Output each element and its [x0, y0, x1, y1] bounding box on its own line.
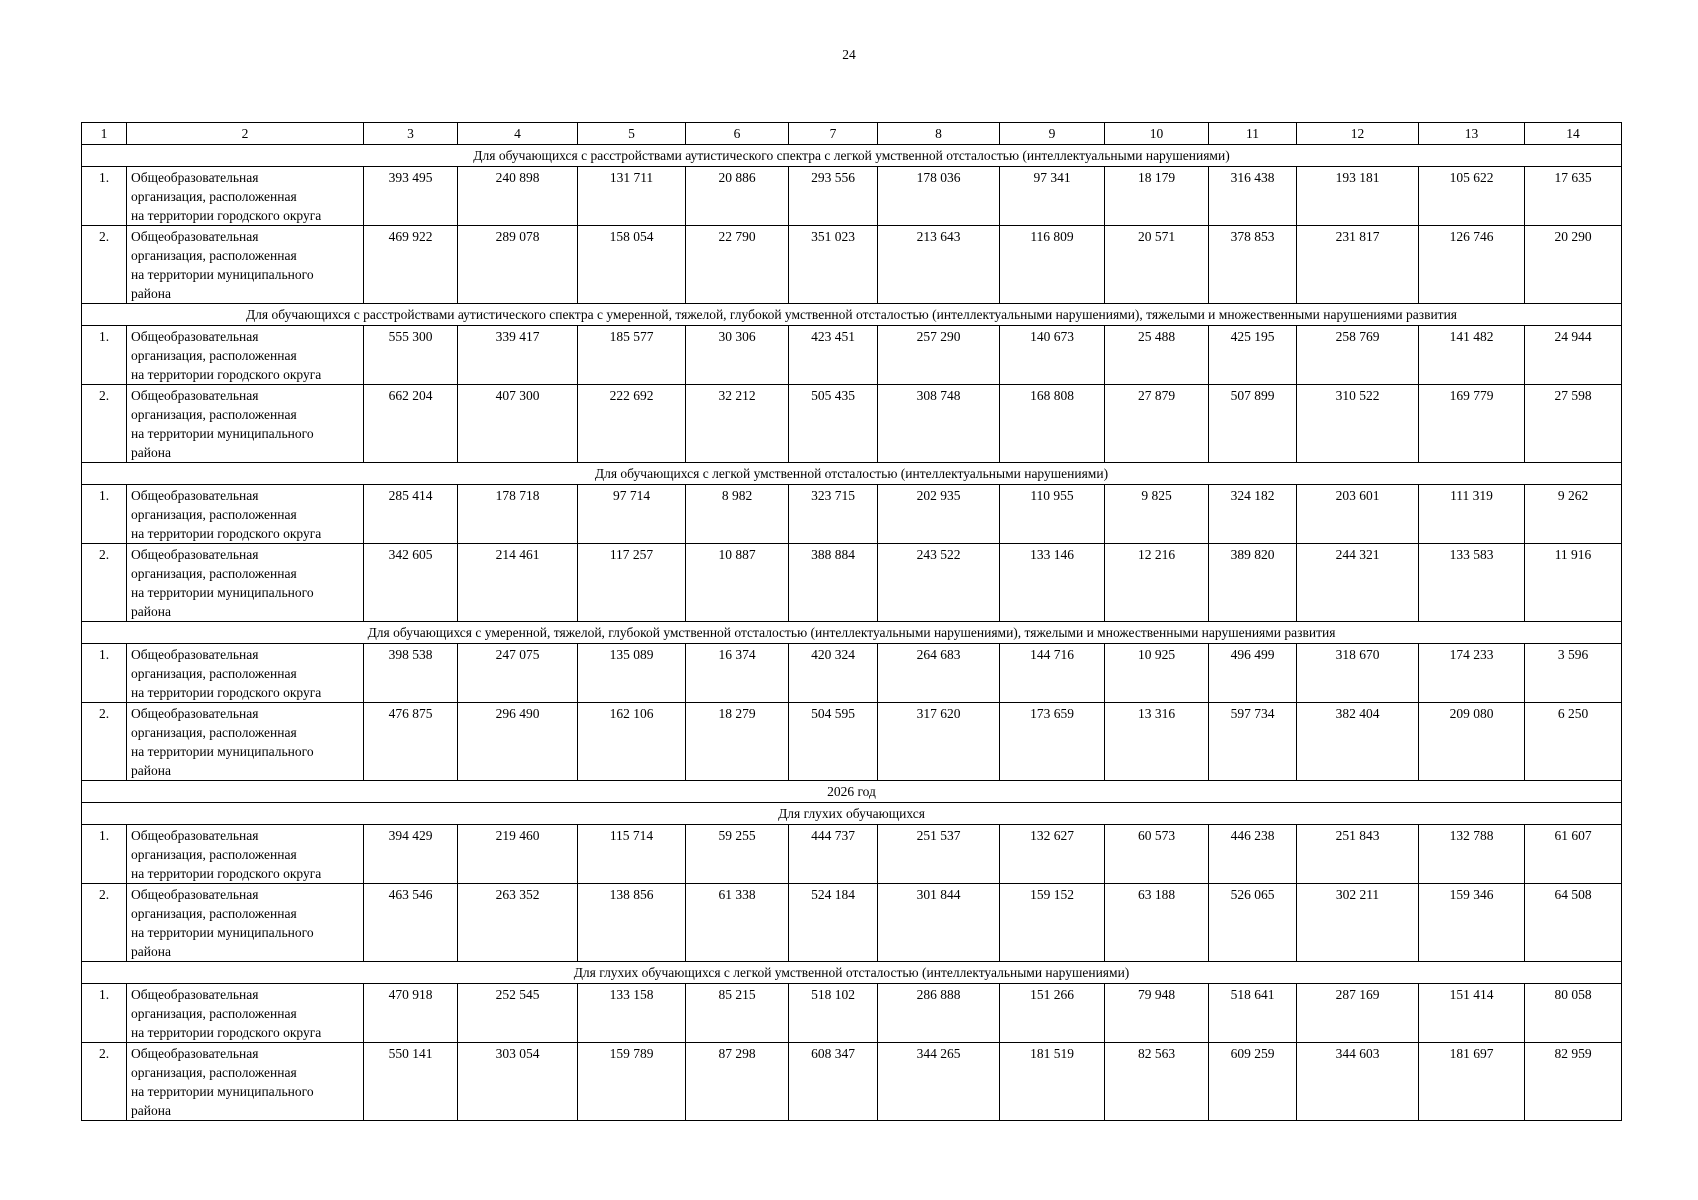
value-cell: 323 715 — [789, 485, 878, 544]
section-header-row — [82, 962, 1622, 984]
value-cell: 463 546 — [364, 884, 458, 962]
value-cell: 116 809 — [1000, 226, 1105, 304]
column-number-cell: 8 — [878, 123, 1000, 145]
organization-name-line: района — [131, 763, 171, 778]
organization-name-line: на территории городского округа — [131, 1025, 322, 1040]
organization-name — [127, 1043, 364, 1121]
value-cell: 213 643 — [878, 226, 1000, 304]
value-cell: 469 922 — [364, 226, 458, 304]
value-cell: 251 843 — [1297, 825, 1419, 884]
value-cell: 193 181 — [1297, 167, 1419, 226]
table-row — [82, 825, 1622, 884]
value-cell: 133 146 — [1000, 544, 1105, 622]
section-title: Для глухих обучающихся с легкой умственной отсталостью (интеллектуальными нарушениями) — [82, 962, 1622, 984]
table-row — [82, 884, 1622, 962]
value-cell: 135 089 — [578, 644, 686, 703]
value-cell: 168 808 — [1000, 385, 1105, 463]
organization-name-line: района — [131, 604, 171, 619]
value-cell: 202 935 — [878, 485, 1000, 544]
value-cell: 173 659 — [1000, 703, 1105, 781]
value-cell: 203 601 — [1297, 485, 1419, 544]
row-index: 2. — [82, 226, 127, 304]
section-header-row — [82, 803, 1622, 825]
organization-name-line: на территории городского округа — [131, 208, 322, 223]
value-cell: 308 748 — [878, 385, 1000, 463]
value-cell: 82 959 — [1525, 1043, 1622, 1121]
value-cell: 22 790 — [686, 226, 789, 304]
organization-name-line: на территории городского округа — [131, 866, 322, 881]
value-cell: 407 300 — [458, 385, 578, 463]
value-cell: 59 255 — [686, 825, 789, 884]
value-cell: 526 065 — [1209, 884, 1297, 962]
table-row — [82, 1043, 1622, 1121]
column-number-cell: 14 — [1525, 123, 1622, 145]
value-cell: 178 718 — [458, 485, 578, 544]
value-cell: 302 211 — [1297, 884, 1419, 962]
value-cell: 222 692 — [578, 385, 686, 463]
organization-name-line: организация, расположенная — [131, 906, 297, 921]
table-row — [82, 226, 1622, 304]
value-cell: 264 683 — [878, 644, 1000, 703]
value-cell: 80 058 — [1525, 984, 1622, 1043]
value-cell: 3 596 — [1525, 644, 1622, 703]
value-cell: 296 490 — [458, 703, 578, 781]
value-cell: 10 887 — [686, 544, 789, 622]
organization-name-line: района — [131, 286, 171, 301]
column-number-row — [82, 123, 1622, 145]
value-cell: 317 620 — [878, 703, 1000, 781]
value-cell: 30 306 — [686, 326, 789, 385]
value-cell: 287 169 — [1297, 984, 1419, 1043]
organization-name-line: Общеобразовательная — [131, 229, 259, 244]
value-cell: 138 856 — [578, 884, 686, 962]
organization-name-line: Общеобразовательная — [131, 987, 259, 1002]
value-cell: 420 324 — [789, 644, 878, 703]
organization-name-line: Общеобразовательная — [131, 329, 259, 344]
organization-name — [127, 385, 364, 463]
value-cell: 162 106 — [578, 703, 686, 781]
row-index: 2. — [82, 884, 127, 962]
section-title: Для обучающихся с легкой умственной отсталостью (интеллектуальными нарушениями) — [82, 463, 1622, 485]
section-title: 2026 год — [82, 781, 1622, 803]
organization-name — [127, 884, 364, 962]
value-cell: 339 417 — [458, 326, 578, 385]
value-cell: 389 820 — [1209, 544, 1297, 622]
organization-name-line: на территории муниципального — [131, 744, 314, 759]
row-index: 1. — [82, 485, 127, 544]
organization-name-line: организация, расположенная — [131, 1065, 297, 1080]
organization-name-line: организация, расположенная — [131, 1006, 297, 1021]
value-cell: 378 853 — [1209, 226, 1297, 304]
organization-name-line: организация, расположенная — [131, 348, 297, 363]
table-row — [82, 703, 1622, 781]
value-cell: 126 746 — [1419, 226, 1525, 304]
value-cell: 342 605 — [364, 544, 458, 622]
value-cell: 87 298 — [686, 1043, 789, 1121]
value-cell: 507 899 — [1209, 385, 1297, 463]
organization-name — [127, 544, 364, 622]
value-cell: 476 875 — [364, 703, 458, 781]
value-cell: 24 944 — [1525, 326, 1622, 385]
value-cell: 151 414 — [1419, 984, 1525, 1043]
row-index: 1. — [82, 644, 127, 703]
value-cell: 344 265 — [878, 1043, 1000, 1121]
value-cell: 61 607 — [1525, 825, 1622, 884]
page-number: 24 — [842, 47, 856, 62]
organization-name — [127, 644, 364, 703]
organization-name — [127, 984, 364, 1043]
organization-name-line: организация, расположенная — [131, 189, 297, 204]
value-cell: 20 290 — [1525, 226, 1622, 304]
column-number-cell: 7 — [789, 123, 878, 145]
value-cell: 174 233 — [1419, 644, 1525, 703]
value-cell: 133 583 — [1419, 544, 1525, 622]
organization-name-line: на территории городского округа — [131, 526, 322, 541]
value-cell: 159 346 — [1419, 884, 1525, 962]
column-number-cell: 2 — [127, 123, 364, 145]
organization-name-line: Общеобразовательная — [131, 706, 259, 721]
column-number-cell: 10 — [1105, 123, 1209, 145]
section-title: Для глухих обучающихся — [82, 803, 1622, 825]
value-cell: 12 216 — [1105, 544, 1209, 622]
section-header-row — [82, 781, 1622, 803]
value-cell: 131 711 — [578, 167, 686, 226]
value-cell: 318 670 — [1297, 644, 1419, 703]
value-cell: 32 212 — [686, 385, 789, 463]
organization-name-line: Общеобразовательная — [131, 170, 259, 185]
value-cell: 159 789 — [578, 1043, 686, 1121]
value-cell: 117 257 — [578, 544, 686, 622]
section-title: Для обучающихся с расстройствами аутистического спектра с умеренной, тяжелой, глубокой умственной отсталостью (интеллектуальными нарушениями), тяжелыми и множественными нарушениями развития — [82, 304, 1622, 326]
table-row — [82, 544, 1622, 622]
value-cell: 17 635 — [1525, 167, 1622, 226]
value-cell: 505 435 — [789, 385, 878, 463]
value-cell: 10 925 — [1105, 644, 1209, 703]
column-number-cell: 4 — [458, 123, 578, 145]
value-cell: 181 519 — [1000, 1043, 1105, 1121]
organization-name-line: Общеобразовательная — [131, 887, 259, 902]
value-cell: 394 429 — [364, 825, 458, 884]
value-cell: 524 184 — [789, 884, 878, 962]
cost-table — [81, 122, 1622, 1121]
organization-name-line: Общеобразовательная — [131, 547, 259, 562]
value-cell: 18 279 — [686, 703, 789, 781]
organization-name-line: организация, расположенная — [131, 566, 297, 581]
value-cell: 151 266 — [1000, 984, 1105, 1043]
value-cell: 608 347 — [789, 1043, 878, 1121]
value-cell: 27 598 — [1525, 385, 1622, 463]
value-cell: 6 250 — [1525, 703, 1622, 781]
column-number-cell: 3 — [364, 123, 458, 145]
value-cell: 97 714 — [578, 485, 686, 544]
value-cell: 555 300 — [364, 326, 458, 385]
row-index: 2. — [82, 1043, 127, 1121]
value-cell: 20 571 — [1105, 226, 1209, 304]
organization-name-line: района — [131, 1103, 171, 1118]
value-cell: 105 622 — [1419, 167, 1525, 226]
section-title: Для обучающихся с умеренной, тяжелой, глубокой умственной отсталостью (интеллектуальными нарушениями), тяжелыми и множественными нарушениями развития — [82, 622, 1622, 644]
value-cell: 251 537 — [878, 825, 1000, 884]
value-cell: 518 102 — [789, 984, 878, 1043]
organization-name — [127, 226, 364, 304]
organization-name-line: Общеобразовательная — [131, 1046, 259, 1061]
section-header-row — [82, 622, 1622, 644]
organization-name — [127, 825, 364, 884]
column-number-cell: 9 — [1000, 123, 1105, 145]
organization-name-line: организация, расположенная — [131, 725, 297, 740]
organization-name-line: Общеобразовательная — [131, 647, 259, 662]
value-cell: 257 290 — [878, 326, 1000, 385]
value-cell: 550 141 — [364, 1043, 458, 1121]
organization-name-line: района — [131, 944, 171, 959]
value-cell: 85 215 — [686, 984, 789, 1043]
section-header-row — [82, 145, 1622, 167]
value-cell: 293 556 — [789, 167, 878, 226]
value-cell: 158 054 — [578, 226, 686, 304]
organization-name-line: на территории муниципального — [131, 585, 314, 600]
value-cell: 423 451 — [789, 326, 878, 385]
value-cell: 16 374 — [686, 644, 789, 703]
value-cell: 518 641 — [1209, 984, 1297, 1043]
section-header-row — [82, 463, 1622, 485]
value-cell: 60 573 — [1105, 825, 1209, 884]
table-row — [82, 167, 1622, 226]
value-cell: 243 522 — [878, 544, 1000, 622]
value-cell: 258 769 — [1297, 326, 1419, 385]
organization-name-line: организация, расположенная — [131, 847, 297, 862]
value-cell: 110 955 — [1000, 485, 1105, 544]
column-number-cell: 12 — [1297, 123, 1419, 145]
organization-name-line: на территории муниципального — [131, 267, 314, 282]
organization-name-line: на территории муниципального — [131, 426, 314, 441]
value-cell: 169 779 — [1419, 385, 1525, 463]
organization-name-line: на территории городского округа — [131, 367, 322, 382]
row-index: 2. — [82, 703, 127, 781]
value-cell: 8 982 — [686, 485, 789, 544]
value-cell: 398 538 — [364, 644, 458, 703]
row-index: 1. — [82, 326, 127, 385]
value-cell: 111 319 — [1419, 485, 1525, 544]
value-cell: 132 788 — [1419, 825, 1525, 884]
value-cell: 247 075 — [458, 644, 578, 703]
value-cell: 344 603 — [1297, 1043, 1419, 1121]
value-cell: 97 341 — [1000, 167, 1105, 226]
table-row — [82, 984, 1622, 1043]
row-index: 2. — [82, 385, 127, 463]
table-row — [82, 326, 1622, 385]
value-cell: 609 259 — [1209, 1043, 1297, 1121]
value-cell: 303 054 — [458, 1043, 578, 1121]
value-cell: 159 152 — [1000, 884, 1105, 962]
section-title: Для обучающихся с расстройствами аутистического спектра с легкой умственной отсталостью (интеллектуальными нарушениями) — [82, 145, 1622, 167]
value-cell: 9 262 — [1525, 485, 1622, 544]
value-cell: 310 522 — [1297, 385, 1419, 463]
value-cell: 132 627 — [1000, 825, 1105, 884]
value-cell: 351 023 — [789, 226, 878, 304]
value-cell: 382 404 — [1297, 703, 1419, 781]
organization-name-line: района — [131, 445, 171, 460]
value-cell: 13 316 — [1105, 703, 1209, 781]
value-cell: 63 188 — [1105, 884, 1209, 962]
value-cell: 115 714 — [578, 825, 686, 884]
value-cell: 496 499 — [1209, 644, 1297, 703]
value-cell: 425 195 — [1209, 326, 1297, 385]
value-cell: 64 508 — [1525, 884, 1622, 962]
value-cell: 446 238 — [1209, 825, 1297, 884]
column-number-cell: 13 — [1419, 123, 1525, 145]
value-cell: 244 321 — [1297, 544, 1419, 622]
value-cell: 79 948 — [1105, 984, 1209, 1043]
row-index: 1. — [82, 825, 127, 884]
value-cell: 9 825 — [1105, 485, 1209, 544]
value-cell: 444 737 — [789, 825, 878, 884]
value-cell: 470 918 — [364, 984, 458, 1043]
value-cell: 301 844 — [878, 884, 1000, 962]
organization-name-line: организация, расположенная — [131, 507, 297, 522]
value-cell: 504 595 — [789, 703, 878, 781]
value-cell: 388 884 — [789, 544, 878, 622]
value-cell: 324 182 — [1209, 485, 1297, 544]
value-cell: 285 414 — [364, 485, 458, 544]
value-cell: 209 080 — [1419, 703, 1525, 781]
organization-name-line: организация, расположенная — [131, 666, 297, 681]
organization-name — [127, 326, 364, 385]
column-number-cell: 5 — [578, 123, 686, 145]
value-cell: 219 460 — [458, 825, 578, 884]
table-row — [82, 485, 1622, 544]
value-cell: 286 888 — [878, 984, 1000, 1043]
organization-name-line: Общеобразовательная — [131, 388, 259, 403]
organization-name-line: Общеобразовательная — [131, 488, 259, 503]
table-row — [82, 644, 1622, 703]
value-cell: 25 488 — [1105, 326, 1209, 385]
row-index: 1. — [82, 984, 127, 1043]
value-cell: 82 563 — [1105, 1043, 1209, 1121]
value-cell: 185 577 — [578, 326, 686, 385]
organization-name-line: организация, расположенная — [131, 407, 297, 422]
organization-name-line: организация, расположенная — [131, 248, 297, 263]
value-cell: 289 078 — [458, 226, 578, 304]
row-index: 1. — [82, 167, 127, 226]
value-cell: 144 716 — [1000, 644, 1105, 703]
organization-name-line: на территории городского округа — [131, 685, 322, 700]
organization-name-line: на территории муниципального — [131, 925, 314, 940]
table-row — [82, 385, 1622, 463]
value-cell: 231 817 — [1297, 226, 1419, 304]
organization-name — [127, 703, 364, 781]
table-body — [82, 123, 1622, 1121]
organization-name-line: Общеобразовательная — [131, 828, 259, 843]
value-cell: 27 879 — [1105, 385, 1209, 463]
value-cell: 141 482 — [1419, 326, 1525, 385]
value-cell: 316 438 — [1209, 167, 1297, 226]
value-cell: 597 734 — [1209, 703, 1297, 781]
value-cell: 181 697 — [1419, 1043, 1525, 1121]
row-index: 2. — [82, 544, 127, 622]
column-number-cell: 6 — [686, 123, 789, 145]
section-header-row — [82, 304, 1622, 326]
value-cell: 20 886 — [686, 167, 789, 226]
value-cell: 393 495 — [364, 167, 458, 226]
column-number-cell: 1 — [82, 123, 127, 145]
value-cell: 240 898 — [458, 167, 578, 226]
value-cell: 133 158 — [578, 984, 686, 1043]
value-cell: 11 916 — [1525, 544, 1622, 622]
organization-name — [127, 167, 364, 226]
value-cell: 61 338 — [686, 884, 789, 962]
column-number-cell: 11 — [1209, 123, 1297, 145]
value-cell: 263 352 — [458, 884, 578, 962]
value-cell: 140 673 — [1000, 326, 1105, 385]
value-cell: 252 545 — [458, 984, 578, 1043]
value-cell: 214 461 — [458, 544, 578, 622]
value-cell: 662 204 — [364, 385, 458, 463]
organization-name-line: на территории муниципального — [131, 1084, 314, 1099]
value-cell: 178 036 — [878, 167, 1000, 226]
value-cell: 18 179 — [1105, 167, 1209, 226]
organization-name — [127, 485, 364, 544]
